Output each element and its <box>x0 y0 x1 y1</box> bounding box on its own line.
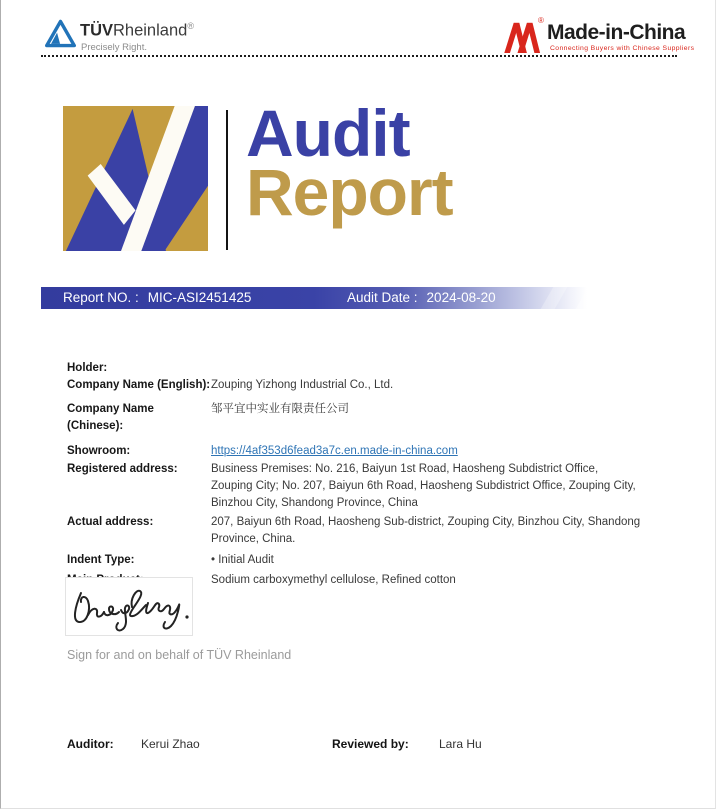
auditor-name: Kerui Zhao <box>141 737 200 751</box>
auditor-label: Auditor: <box>67 737 114 751</box>
report-number-label: Report NO. : <box>63 290 139 305</box>
title-word-report: Report <box>246 155 453 229</box>
report-number <box>63 287 251 309</box>
report-info-bar <box>41 287 587 309</box>
mic-brand-name: Made-in-China <box>547 21 686 44</box>
tuv-brand-bold: TÜV <box>80 21 113 40</box>
header-dotted-divider <box>41 55 677 57</box>
detail-value: • Initial Audit <box>211 554 274 566</box>
detail-value: 207, Baiyun 6th Road, Haosheng Sub-district, Zouping City, Binzhou City, Shandong Province, China. <box>211 516 641 545</box>
detail-label: Holder: <box>67 362 108 374</box>
audit-date-value: 2024-08-20 <box>426 290 496 305</box>
detail-label: Company Name (English): <box>67 379 211 391</box>
report-number-value: MIC-ASI2451425 <box>147 290 252 305</box>
detail-label: Indent Type: <box>67 554 135 566</box>
detail-value: Sodium carboxymethyl cellulose, Refined cotton <box>211 574 456 586</box>
detail-row-registered-address <box>67 461 642 512</box>
detail-label: Registered address: <box>67 463 178 475</box>
audit-date <box>347 287 496 309</box>
detail-label: Actual address: <box>67 516 154 528</box>
page-title <box>246 96 453 229</box>
tuv-triangle-icon <box>45 18 76 49</box>
made-in-china-m-icon <box>503 21 547 53</box>
detail-value: Zouping Yizhong Industrial Co., Ltd. <box>211 379 394 391</box>
signature-scribble <box>67 580 193 635</box>
signature-caption: Sign for and on behalf of TÜV Rheinland <box>67 648 292 662</box>
detail-row-showroom <box>67 443 642 460</box>
tuv-brand-name <box>80 21 194 41</box>
tuv-brand-rest: Rheinland <box>113 21 188 40</box>
detail-label: Company Name (Chinese): <box>67 403 154 432</box>
reviewed-by-label: Reviewed by: <box>332 737 409 751</box>
detail-row-holder <box>67 360 642 377</box>
reviewer-name: Lara Hu <box>439 737 482 751</box>
title-divider-line <box>226 110 228 250</box>
detail-value <box>211 360 642 377</box>
detail-label: Showroom: <box>67 445 131 457</box>
signature-image <box>65 577 193 636</box>
audit-report-logo <box>63 106 208 251</box>
bar-slash-decor <box>541 287 568 309</box>
audit-date-label: Audit Date : <box>347 290 418 305</box>
company-details <box>67 360 642 591</box>
bar-slash-decor <box>576 287 613 309</box>
detail-row-indent-type <box>67 552 642 569</box>
detail-value: 邹平宜中实业有限责任公司 <box>211 403 349 415</box>
detail-value: Business Premises: No. 216, Baiyun 1st Road, Haosheng Subdistrict Office, Zouping City; No. 207, Baiyun 6th Road, Haosheng Subdistrict Office, Zouping City, Binzhou City, Shandong Province, China <box>211 463 636 509</box>
title-word-audit: Audit <box>246 96 410 170</box>
tuv-tagline: Precisely Right. <box>81 42 147 53</box>
tuv-registered-mark: ® <box>187 21 194 31</box>
detail-row-actual-address <box>67 514 642 548</box>
detail-row-company-name-english <box>67 377 642 394</box>
showroom-link[interactable]: https://4af353d6fead3a7c.en.made-in-china.com <box>211 445 458 457</box>
mic-registered-mark: ® <box>538 16 544 25</box>
detail-row-company-name-chinese <box>67 401 642 435</box>
mic-tagline: Connecting Buyers with Chinese Suppliers <box>550 45 695 52</box>
